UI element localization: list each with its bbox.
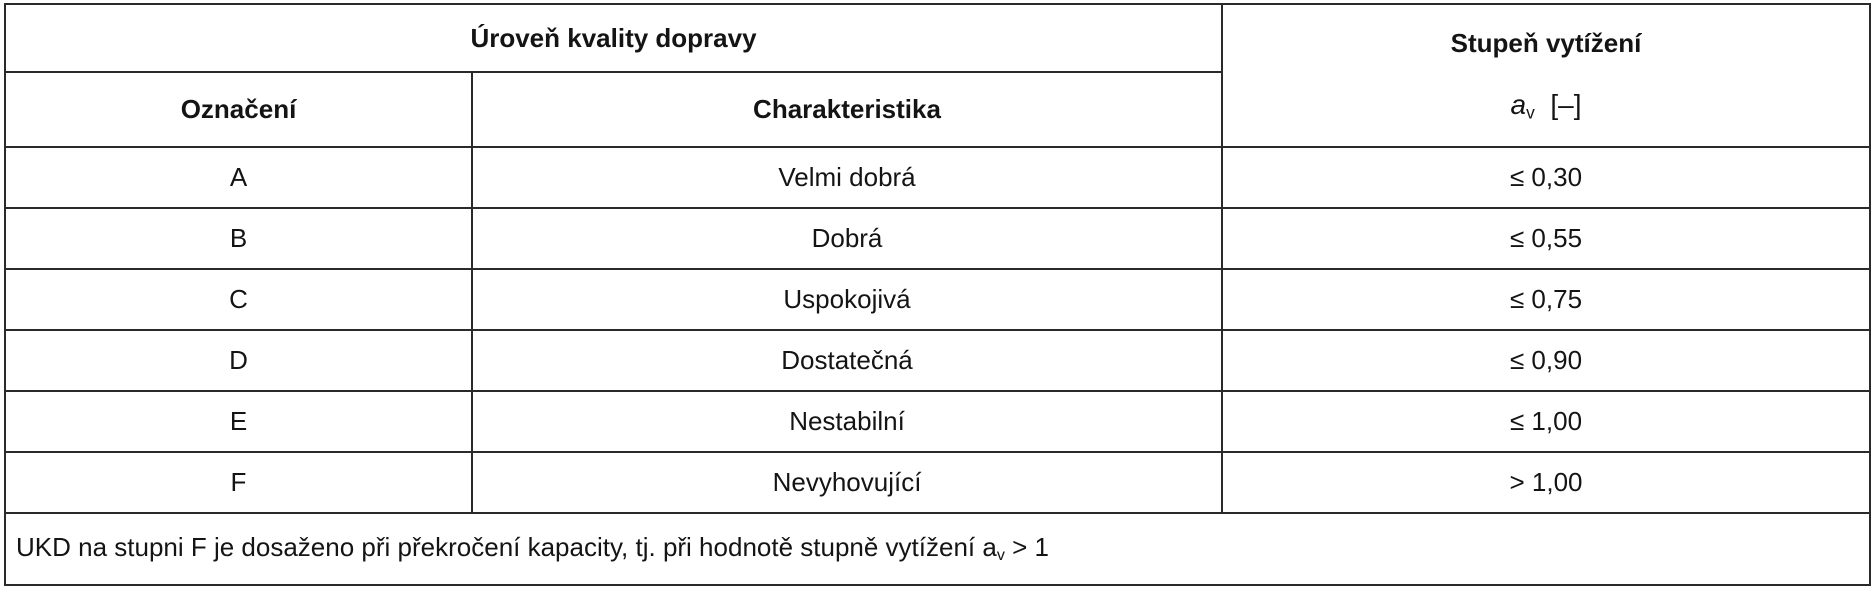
characteristic-cell: Velmi dobrá bbox=[472, 147, 1222, 208]
table-row bbox=[5, 147, 1870, 208]
designation-cell: B bbox=[5, 208, 472, 269]
degree-cell: ≤ 1,00 bbox=[1222, 391, 1870, 452]
degree-header bbox=[1222, 4, 1870, 147]
note-text: UKD na stupni F je dosaženo při překročení kapacity, tj. při hodnotě stupně vytížení a bbox=[16, 532, 997, 563]
table-row bbox=[5, 391, 1870, 452]
table-row bbox=[5, 330, 1870, 391]
degree-unit: [–] bbox=[1550, 88, 1582, 120]
table-note bbox=[5, 513, 1870, 585]
designation-cell: D bbox=[5, 330, 472, 391]
designation-cell: C bbox=[5, 269, 472, 330]
degree-cell: > 1,00 bbox=[1222, 452, 1870, 513]
traffic-quality-table bbox=[4, 3, 1871, 586]
degree-symbol: a bbox=[1510, 88, 1527, 120]
characteristic-cell: Nevyhovující bbox=[472, 452, 1222, 513]
degree-cell: ≤ 0,55 bbox=[1222, 208, 1870, 269]
degree-subscript: v bbox=[1526, 102, 1535, 123]
designation-cell: F bbox=[5, 452, 472, 513]
designation-cell: A bbox=[5, 147, 472, 208]
characteristic-header: Charakteristika bbox=[472, 72, 1222, 147]
note-tail: > 1 bbox=[1004, 532, 1049, 563]
characteristic-cell: Dobrá bbox=[472, 208, 1222, 269]
degree-cell: ≤ 0,30 bbox=[1222, 147, 1870, 208]
group-title-header: Úroveň kvality dopravy bbox=[5, 4, 1222, 72]
note-row bbox=[5, 513, 1870, 585]
designation-header: Označení bbox=[5, 72, 472, 147]
characteristic-cell: Dostatečná bbox=[472, 330, 1222, 391]
table-row bbox=[5, 208, 1870, 269]
characteristic-cell: Uspokojivá bbox=[472, 269, 1222, 330]
note-subscript: v bbox=[996, 546, 1005, 565]
table-row bbox=[5, 452, 1870, 513]
degree-title: Stupeň vytížení bbox=[1450, 27, 1642, 58]
table-row bbox=[5, 269, 1870, 330]
characteristic-cell: Nestabilní bbox=[472, 391, 1222, 452]
degree-cell: ≤ 0,90 bbox=[1222, 330, 1870, 391]
degree-unit-label bbox=[1223, 89, 1869, 123]
header-row-1 bbox=[5, 4, 1870, 72]
designation-cell: E bbox=[5, 391, 472, 452]
degree-cell: ≤ 0,75 bbox=[1222, 269, 1870, 330]
